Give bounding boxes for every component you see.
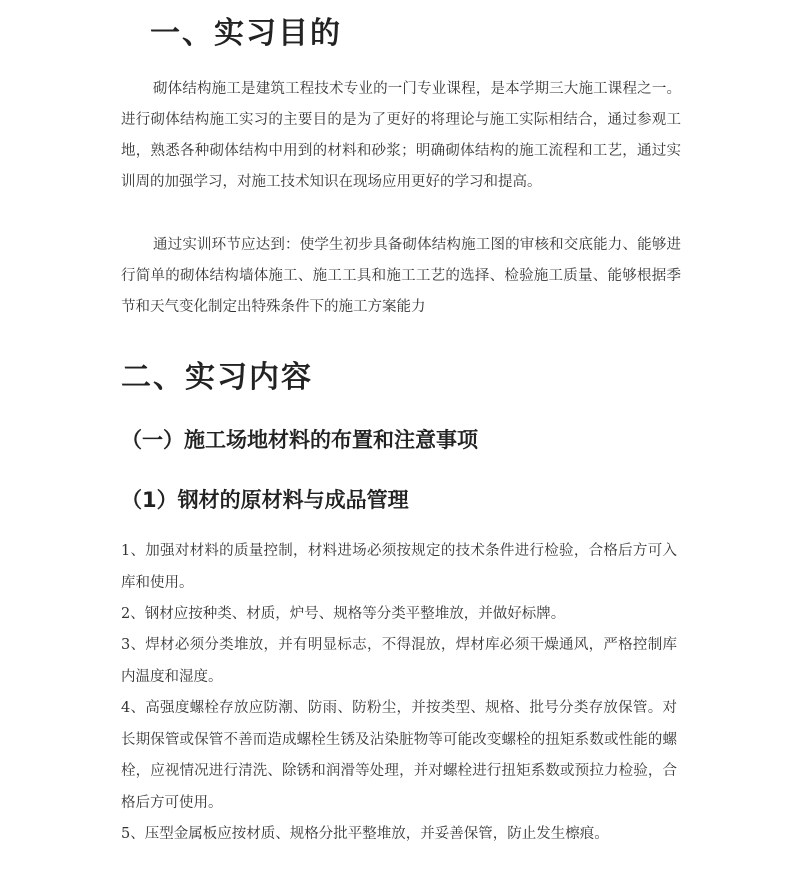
heading-internship-content: 二、实习内容	[121, 360, 313, 395]
subheading-site-materials: （一）施工场地材料的布置和注意事项	[121, 428, 478, 452]
list-item: 2、钢材应按种类、材质，炉号、规格等分类平整堆放，并做好标牌。	[121, 606, 566, 622]
subsubheading-steel-management: （1）钢材的原材料与成品管理	[121, 488, 409, 512]
list-item: 5、压型金属板应按材质、规格分批平整堆放，并妥善保管，防止发生檫痕。	[121, 826, 609, 842]
list-item: 1、加强对材料的质量控制，材料进场必须按规定的技术条件进行检验，合格后方可入库和使用。	[121, 543, 677, 591]
heading-internship-purpose: 一、实习目的	[150, 16, 342, 51]
purpose-paragraph-1: 砌体结构施工是建筑工程技术专业的一门专业课程，是本学期三大施工课程之一。进行砌体结构施工实习的主要目的是为了更好的将理论与施工实际相结合，通过参观工地，熟悉各种砌体结构中用到的材料和砂浆；明确砌体结构的施工流程和工艺，通过实训周的加强学习，对施工技术知识在现场应用更好的学习和提高。	[121, 81, 681, 190]
list-item: 3、焊材必须分类堆放，并有明显标志，不得混放，焊材库必须干燥通风，严格控制库内温度和湿度。	[121, 637, 677, 685]
purpose-paragraph-2: 通过实训环节应达到：使学生初步具备砌体结构施工图的审核和交底能力、能够进行简单的砌体结构墙体施工、施工工具和施工工艺的选择、检验施工质量、能够根据季节和天气变化制定出特殊条件下的施工方案能力	[121, 237, 681, 315]
list-item: 4、高强度螺栓存放应防潮、防雨、防粉尘，并按类型、规格、批号分类存放保管。对长期保管或保管不善而造成螺栓生锈及沾染脏物等可能改变螺栓的扭矩系数或性能的螺栓，应视情况进行清洗、除锈和润滑等处理，并对螺栓进行扭矩系数或预拉力检验，合格后方可使用。	[121, 700, 677, 811]
